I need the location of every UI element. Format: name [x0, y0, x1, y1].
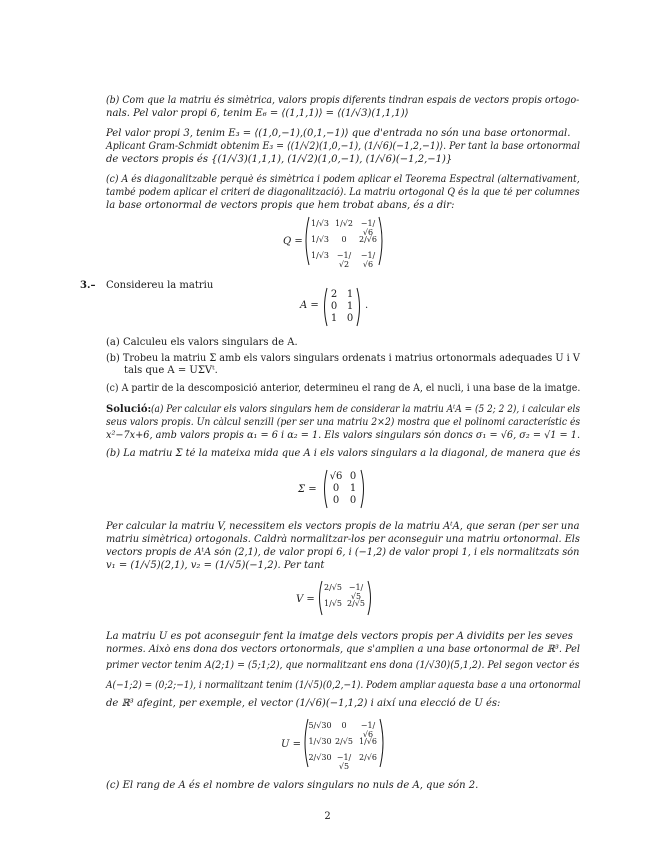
matrix-u — [302, 718, 386, 771]
solution-heading: Solució: — [106, 404, 152, 415]
part-b-line-3: Pel valor propi 3, tenim E₃ = ⟨(1,0,−1),(0,1,−1)⟩ que d'entrada no són una base ortonormal. — [106, 128, 571, 139]
matrix-u-cell: 2/√30 — [308, 753, 332, 762]
matrix-a-cell: 2 — [330, 289, 338, 300]
solution-u-line-3: primer vector tenim A(2;1) = (5;1;2), que normalitzant ens dona (1/√30)(5,1,2). Pel segon vector és — [106, 660, 580, 671]
matrix-u-cell: −1/√5 — [336, 753, 352, 771]
matrix-sigma-cell: 1 — [349, 483, 357, 494]
part-b-line-4: Aplicant Gram-Schmidt obtenim E₃ = ⟨(1/√2)(1,0,−1), (1/√6)(−1,2,−1)⟩. Per tant la base ortonormal — [106, 141, 581, 152]
solution-v-line-1: Per calcular la matriu V, necessitem els vectors propis de la matriu AᵗA, que seran (per ser una — [106, 521, 580, 532]
matrix-u-cell: 1/√6 — [359, 737, 377, 746]
matrix-q-cell: −1/√6 — [360, 251, 376, 269]
problem-3-item-b-cont: tals que A = UΣVᵗ. — [124, 365, 218, 376]
part-b-line-2: nals. Pel valor propi 6, tenim E₆ = ⟨(1,1,1)⟩ = ⟨(1/√3)(1,1,1)⟩ — [106, 108, 409, 119]
matrix-q-cell: 1/√3 — [311, 219, 329, 228]
matrix-q-cell: 2/√6 — [359, 235, 377, 244]
matrix-q-cell: 0 — [341, 235, 347, 244]
solution-a-line-3: x²−7x+6, amb valors propis α₁ = 6 i α₂ = 1. Els valors singulars són doncs σ₁ = √6, σ₂ = √1 = 1. — [106, 430, 581, 441]
matrix-v-cell: 2/√5 — [324, 583, 342, 592]
matrix-sigma-cell: 0 — [332, 495, 340, 506]
matrix-q-cell: 1/√2 — [335, 219, 353, 228]
matrix-sigma-label: Σ = — [298, 484, 317, 495]
matrix-v-label: V = — [296, 594, 315, 605]
problem-3-intro: Considereu la matriu — [106, 280, 214, 291]
solution-v-line-4: v₁ = (1/√5)(2,1), v₂ = (1/√5)(−1,2). Per tant — [106, 560, 325, 571]
matrix-sigma-cell: 0 — [349, 471, 357, 482]
matrix-q — [303, 216, 385, 269]
matrix-q-cell: −1/√2 — [336, 251, 352, 269]
matrix-u-label: U = — [281, 739, 301, 750]
part-c-line-1: (c) A és diagonalitzable perquè és simètrica i podem aplicar el Teorema Espectral (alternativament, — [106, 174, 580, 185]
solution-u-line-4: A(−1;2) = (0;2;−1), i normalitzant tenim (1/√5)(0,2,−1). Podem ampliar aquesta base a una ortonormal — [106, 680, 581, 691]
matrix-u-cell: 2/√6 — [359, 753, 377, 762]
matrix-a — [322, 287, 362, 327]
matrix-a-cell: 1 — [346, 301, 354, 312]
matrix-u-cell: −1/√6 — [360, 721, 376, 739]
matrix-a-cell: 1 — [346, 289, 354, 300]
matrix-v-cell: −1/√5 — [348, 583, 364, 601]
matrix-sigma-cell: 0 — [349, 495, 357, 506]
part-c-line-3: la base ortonormal de vectors propis que hem trobat abans, és a dir: — [106, 200, 455, 211]
matrix-a-cell: 0 — [330, 301, 338, 312]
solution-u-line-2: normes. Això ens dona dos vectors ortonormals, que s'amplien a una base ortonormal de ℝ³. Pel — [106, 644, 580, 655]
matrix-u-cell: 1/√30 — [308, 737, 332, 746]
matrix-q-cell: 1/√3 — [311, 235, 329, 244]
part-b-line-1: (b) Com que la matriu és simètrica, valors propis diferents tindran espais de vectors propis ortogo- — [106, 95, 580, 106]
matrix-a-period: . — [365, 300, 369, 311]
matrix-a-cell: 1 — [330, 313, 338, 324]
solution-a-line-1: (a) Per calcular els valors singulars hem de considerar la matriu AᵗA = (5 2; 2 2), i calcular els — [151, 404, 581, 415]
matrix-sigma-cell: 0 — [332, 483, 340, 494]
matrix-a-label: A = — [300, 300, 319, 311]
matrix-sigma — [322, 469, 366, 509]
matrix-v-cell: 1/√5 — [324, 599, 342, 608]
matrix-q-cell: −1/√6 — [360, 219, 376, 237]
matrix-q-cell: 1/√3 — [311, 251, 329, 260]
solution-u-line-5: de ℝ³ afegint, per exemple, el vector (1/√6)(−1,1,2) i així una elecció de U és: — [106, 698, 501, 709]
solution-b-line-1: (b) La matriu Σ té la mateixa mida que A i els valors singulars a la diagonal, de manera que és — [106, 448, 581, 459]
problem-3-item-c: (c) A partir de la descomposició anterior, determineu el rang de A, el nucli, i una base de la imatge. — [106, 383, 581, 394]
part-b-line-5: de vectors propis és {(1/√3)(1,1,1), (1/√2)(1,0,−1), (1/√6)(−1,2,−1)} — [106, 154, 453, 165]
solution-a-line-2: seus valors propis. Un càlcul senzill (per ser una matriu 2×2) mostra que el polinomi característic és — [106, 417, 581, 428]
solution-c-line-1: (c) El rang de A és el nombre de valors singulars no nuls de A, que són 2. — [106, 780, 479, 791]
matrix-u-cell: 5/√30 — [308, 721, 332, 730]
matrix-v — [317, 580, 373, 616]
matrix-u-cell: 2/√5 — [335, 737, 353, 746]
solution-v-line-2: matriu simètrica) ortogonals. Caldrà normalitzar-los per aconseguir una matriu ortonormal. Els — [106, 534, 580, 545]
matrix-a-cell: 0 — [346, 313, 354, 324]
problem-3-item-a: (a) Calculeu els valors singulars de A. — [106, 337, 298, 348]
part-c-line-2: també podem aplicar el criteri de diagonalització). La matriu ortogonal Q és la que té per columnes — [106, 187, 580, 198]
solution-v-line-3: vectors propis de AᵗA són (2,1), de valor propi 6, i (−1,2) de valor propi 1, i els normalitzats són — [106, 547, 580, 558]
problem-3-number: 3.– — [80, 280, 96, 291]
matrix-sigma-cell: √6 — [329, 471, 343, 482]
page-number: 2 — [324, 811, 331, 822]
matrix-v-cell: 2/√5 — [347, 599, 365, 608]
matrix-q-label: Q = — [283, 236, 303, 247]
matrix-u-cell: 0 — [341, 721, 347, 730]
solution-u-line-1: La matriu U es pot aconseguir fent la imatge dels vectors propis per A dividits per les seves — [106, 631, 573, 642]
problem-3-item-b: (b) Trobeu la matriu Σ amb els valors singulars ordenats i matrius ortonormals adequades U i V — [106, 353, 580, 364]
